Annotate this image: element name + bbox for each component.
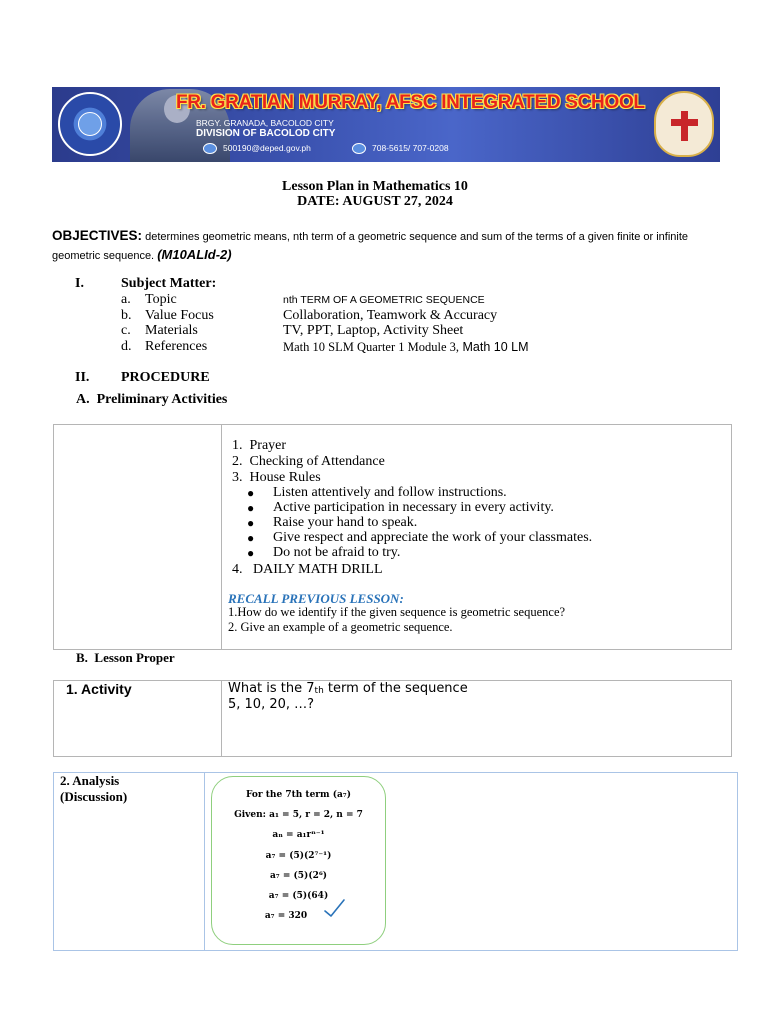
solution-line: For the 7th term (a₇) [245,790,351,800]
recall-heading: RECALL PREVIOUS LESSON: [228,591,404,606]
bullet-icon: ● [247,501,255,515]
school-phone: 708-5615/ 707-0208 [372,143,449,153]
subject-matter-heading: Subject Matter: [121,276,217,291]
objectives-label: OBJECTIVES: [52,228,143,243]
objectives [52,227,712,265]
lesson-date: DATE: AUGUST 27, 2024 [297,194,453,209]
list-item-prayer: 1. Prayer [232,438,287,453]
solution-line: aₙ = a₁rⁿ⁻¹ [272,830,325,840]
school-division: DIVISION OF BACOLOD CITY [196,128,336,139]
objectives-text: determines geometric means, nth term of a geometric sequence and sum of the terms of a given finite or infinite geometric sequence. [52,231,689,262]
rule-item: Raise your hand to speak. [273,515,418,530]
school-name: FR. GRATIAN MURRAY, AFSC INTEGRATED SCHOOL [176,92,645,113]
value-focus-value: Collaboration, Teamwork & Accuracy [283,308,498,323]
school-address: BRGY. GRANADA, BACOLOD CITY [196,118,334,128]
bullet-icon: ● [247,546,255,560]
rule-item: Do not be afraid to try. [273,545,401,560]
analysis-table [53,772,738,951]
activity-label: 1. Activity [66,681,132,697]
lesson-proper-heading: B. Lesson Proper [76,650,175,665]
rule-item: Listen attentively and follow instructions. [273,485,507,500]
school-banner [52,87,720,162]
recall-question: 2. Give an example of a geometric sequence. [228,620,453,634]
procedure-heading: PROCEDURE [121,370,210,385]
school-email: 500190@deped.gov.ph [223,143,311,153]
bullet-icon: ● [247,531,255,545]
solution-line: a₇ = (5)(2⁷⁻¹) [265,851,332,861]
checkmark-icon [322,897,346,921]
section-numeral-i: I. [75,276,84,291]
solution-line: a₇ = (5)(2⁶) [269,871,328,881]
recall-question: 1.How do we identify if the given sequence is geometric sequence? [228,605,566,619]
section-numeral-ii: II. [75,370,90,385]
rule-item: Give respect and appreciate the work of your classmates. [273,530,593,545]
bullet-icon: ● [247,516,255,530]
references-value: Math 10 SLM Quarter 1 Module 3, Math 10 LM [283,340,529,354]
phone-icon [352,143,366,154]
topic-value: nth TERM OF A GEOMETRIC SEQUENCE [283,294,485,306]
analysis-label: 2. Analysis [60,773,120,788]
materials-value: TV, PPT, Laptop, Activity Sheet [283,323,464,338]
list-item-attendance: 2. Checking of Attendance [232,454,385,469]
solution-line: a₇ = (5)(64) [268,891,329,901]
deped-seal-icon [58,92,122,156]
solution-answer: a₇ = 320 [264,911,308,921]
analysis-sublabel: (Discussion) [60,789,128,804]
list-item-math-drill: 4. DAILY MATH DRILL [232,562,383,577]
activity-sequence: 5, 10, 20, …? [228,697,315,712]
solution-line: Given: a₁ = 5, r = 2, n = 7 [234,810,363,820]
preliminary-activities-heading: A. Preliminary Activities [76,392,228,407]
list-item-house-rules: 3. House Rules [232,470,321,485]
rule-item: Active participation in necessary in every activity. [273,500,554,515]
lesson-plan-title: Lesson Plan in Mathematics 10 [282,179,468,194]
email-icon [203,143,217,154]
bullet-icon: ● [247,486,255,500]
activity-question: What is the $7_{th}$ term of the sequence [228,681,468,696]
school-logo-icon [654,91,714,157]
competency-code: (M10ALId-2) [157,247,232,262]
